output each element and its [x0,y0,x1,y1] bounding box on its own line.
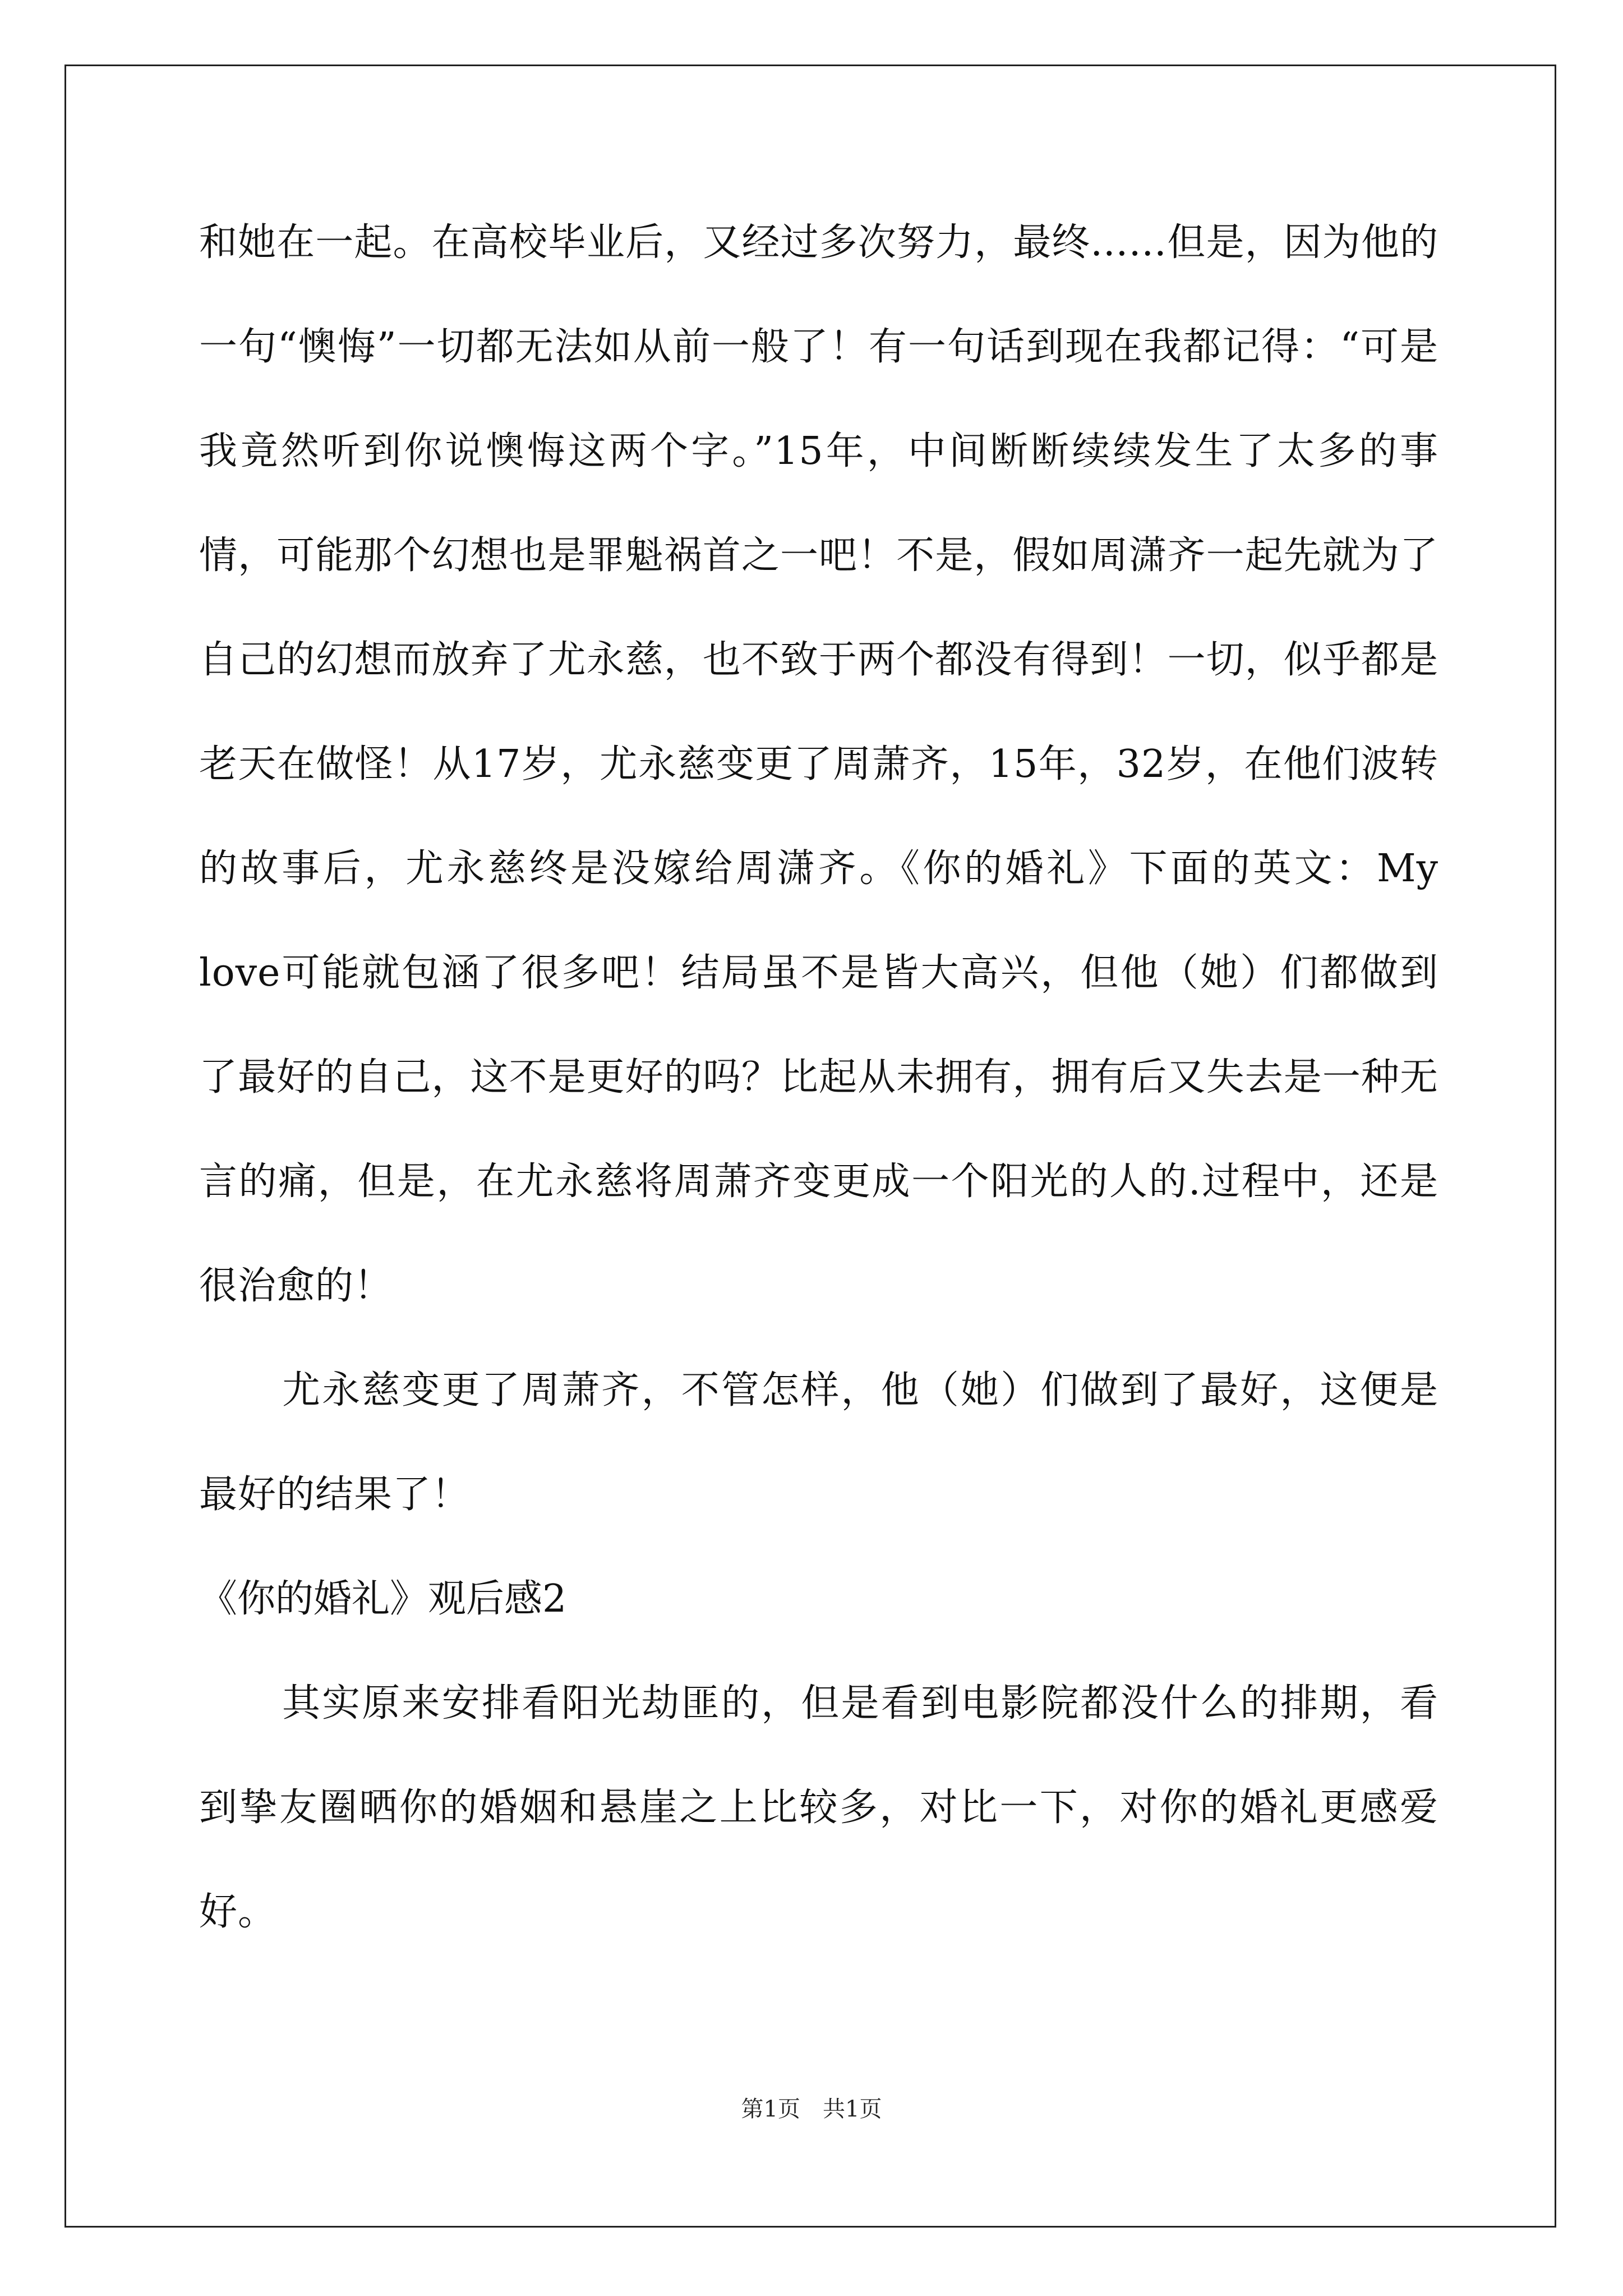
body-paragraph-2: 尤永慈变更了周萧齐，不管怎样，他（她）们做到了最好，这便是最好的结果了！ [199,1368,1438,1517]
body-paragraph-1: 和她在一起。在高校毕业后，又经过多次努力，最终...…但是，因为他的一句“懊悔”一切都无法如从前一般了！有一句话到现在我都记得：“可是我竟然听到你说懊悔这两个字。”15年，中间断断续续发生了太多的事情，可能那个幻想也是罪魁祸首之一吧！不是，假如周潇齐一起先就为了自己的幻想而放弃了尤永慈，也不致于两个都没有得到！一切，似乎都是老天在做怪！从17岁，尤永慈变更了周萧齐，15年，32岁，在他们波转的故事后，尤永慈终是没嫁给周潇齐。《你的婚礼》下面的英文：My love可能就包涵了很多吧！结局虽不是皆大高兴，但他（她）们都做到了最好的自己，这不是更好的吗？比起从未拥有，拥有后又失去是一种无言的痛，但是，在尤永慈将周萧齐变更成一个阳光的人的.过程中，还是很治愈的！ [199,220,1438,1308]
page-footer: 第1页 共1页 [741,2096,882,2122]
section-heading: 《你的婚礼》观后感2 [199,1577,567,1621]
body-paragraph-3: 其实原来安排看阳光劫匪的，但是看到电影院都没什么的排期，看到挚友圈晒你的婚姻和悬崖之上比较多，对比一下，对你的婚礼更感爱好。 [199,1681,1438,1934]
document-body [199,191,1438,1964]
